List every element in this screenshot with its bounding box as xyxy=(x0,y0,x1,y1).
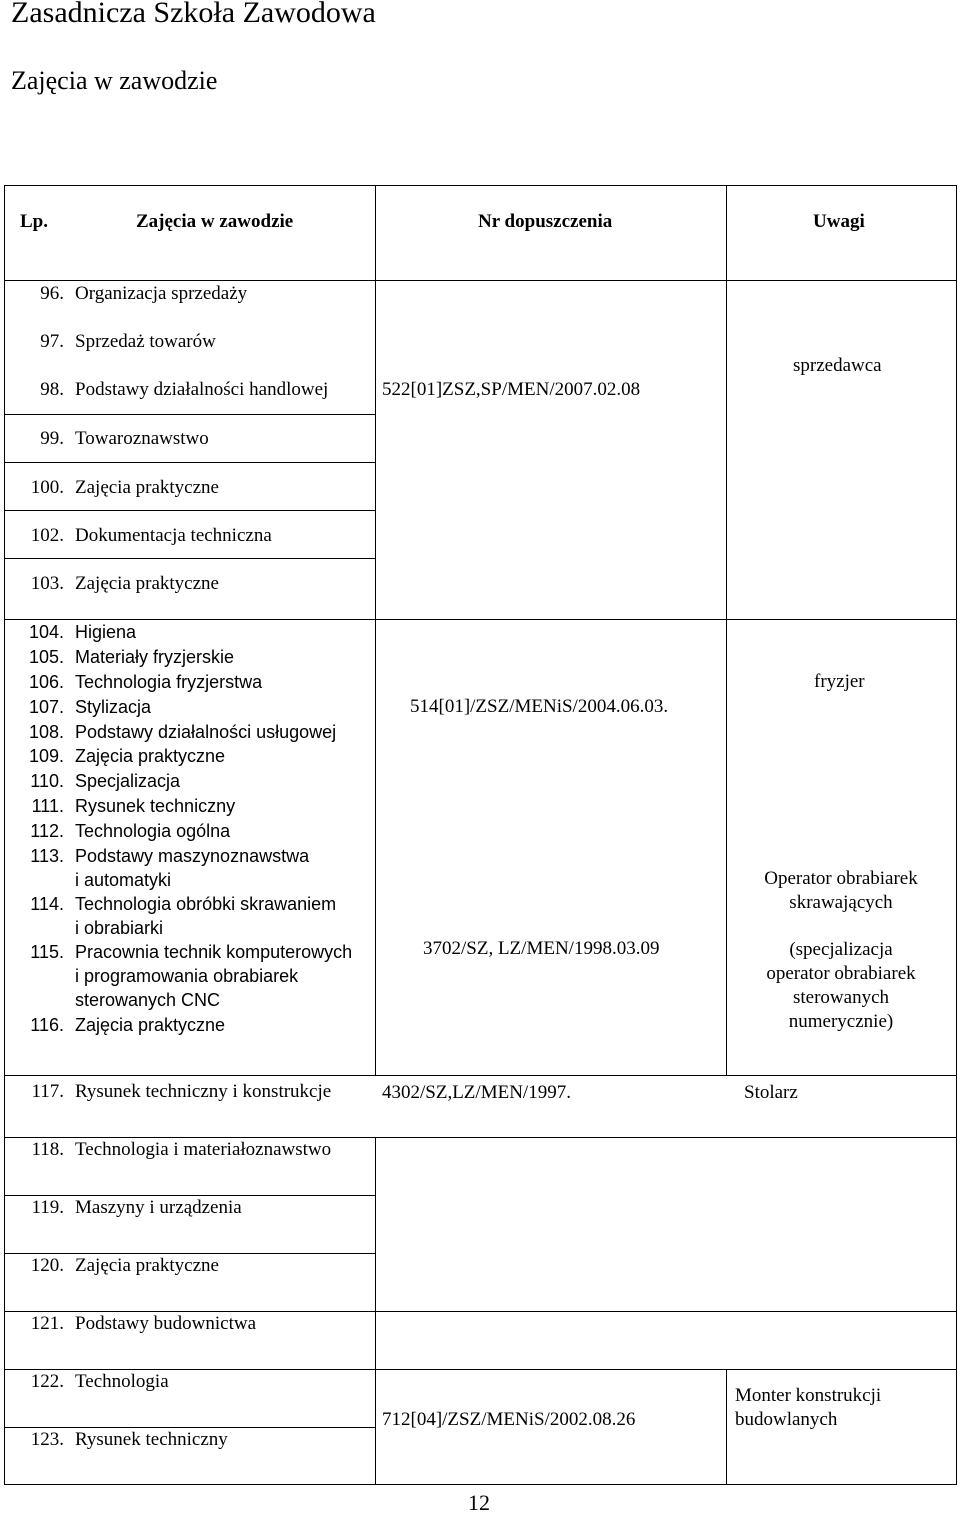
row-number: 116. xyxy=(30,1015,64,1035)
row-subject: Technologia ogólna xyxy=(75,821,231,841)
row-subject-continued: sterowanych CNC xyxy=(75,990,221,1010)
row-subject: Towaroznawstwo xyxy=(75,428,209,449)
row-number: 122. xyxy=(30,1371,64,1392)
row-number: 108. xyxy=(28,722,64,742)
document-title: Zasadnicza Szkoła Zawodowa xyxy=(11,0,376,29)
row-number: 120. xyxy=(30,1255,64,1276)
row-number: 103. xyxy=(30,573,64,594)
profession-note-line: operator obrabiarek xyxy=(766,963,916,984)
row-subject: Podstawy działalności usługowej xyxy=(75,722,337,742)
profession-note-line: skrawających xyxy=(789,892,893,913)
row-subject-continued: i programowania obrabiarek xyxy=(75,966,299,986)
row-subject: Podstawy działalności handlowej xyxy=(75,379,329,400)
header-notes: Uwagi xyxy=(813,211,865,232)
row-number: 100. xyxy=(30,477,64,498)
row-number: 118. xyxy=(31,1139,64,1160)
profession-note-line: sterowanych xyxy=(792,987,890,1008)
profession-note: fryzjer xyxy=(814,671,865,692)
header-approval: Nr dopuszczenia xyxy=(478,211,613,232)
row-number: 109. xyxy=(28,746,64,766)
page-number: 12 xyxy=(468,1490,490,1515)
approval-number: 514[01]/ZSZ/MENiS/2004.06.03. xyxy=(410,696,669,717)
header-lp: Lp. xyxy=(20,211,48,232)
row-number: 105. xyxy=(28,647,64,667)
row-subject: Maszyny i urządzenia xyxy=(75,1197,242,1218)
row-subject: Technologia xyxy=(75,1371,169,1392)
profession-note-line: Monter konstrukcji xyxy=(735,1385,882,1406)
row-subject: Zajęcia praktyczne xyxy=(75,746,226,766)
document-subtitle: Zajęcia w zawodzie xyxy=(11,66,218,95)
row-subject: Zajęcia praktyczne xyxy=(75,1255,219,1276)
row-number: 107. xyxy=(28,697,64,717)
row-number: 111. xyxy=(31,796,64,816)
row-number: 106. xyxy=(28,672,64,692)
row-number: 112. xyxy=(30,821,64,841)
row-subject-continued: i automatyki xyxy=(75,870,172,890)
row-number: 102. xyxy=(30,525,64,546)
profession-note-line: Operator obrabiarek xyxy=(764,868,918,889)
row-subject: Pracownia technik komputerowych xyxy=(75,942,353,962)
row-subject: Organizacja sprzedaży xyxy=(75,283,248,304)
row-number: 98. xyxy=(40,379,64,400)
profession-note-line: budowlanych xyxy=(735,1409,838,1430)
row-subject: Rysunek techniczny i konstrukcje xyxy=(75,1081,332,1102)
row-number: 99. xyxy=(40,428,64,449)
row-subject: Specjalizacja xyxy=(75,771,181,791)
row-number: 115. xyxy=(30,942,64,962)
row-subject: Rysunek techniczny xyxy=(75,1429,228,1450)
row-number: 113. xyxy=(30,846,64,866)
profession-note-line: (specjalizacja xyxy=(789,939,893,960)
approval-number: 4302/SZ,LZ/MEN/1997. xyxy=(382,1082,571,1103)
row-number: 110. xyxy=(30,771,64,791)
row-number: 119. xyxy=(31,1197,64,1218)
row-subject: Materiały fryzjerskie xyxy=(75,647,235,667)
row-number: 97. xyxy=(40,331,64,352)
header-subject: Zajęcia w zawodzie xyxy=(136,211,294,232)
row-number: 96. xyxy=(40,283,64,304)
row-subject: Stylizacja xyxy=(75,697,152,717)
row-subject: Zajęcia praktyczne xyxy=(75,477,219,498)
row-subject: Zajęcia praktyczne xyxy=(75,1015,226,1035)
row-subject: Technologia i materiałoznawstwo xyxy=(75,1139,332,1160)
profession-note: sprzedawca xyxy=(793,355,882,376)
profession-note-line: numerycznie) xyxy=(788,1011,894,1032)
profession-note: Stolarz xyxy=(744,1082,798,1103)
row-subject: Higiena xyxy=(75,622,137,642)
row-subject-continued: i obrabiarki xyxy=(75,918,164,938)
row-subject: Technologia fryzjerstwa xyxy=(75,672,263,692)
row-subject: Zajęcia praktyczne xyxy=(75,573,219,594)
row-number: 114. xyxy=(30,894,64,914)
row-number: 104. xyxy=(28,622,64,642)
row-subject: Rysunek techniczny xyxy=(75,796,236,816)
row-subject: Sprzedaż towarów xyxy=(75,331,216,352)
approval-number: 522[01]ZSZ,SP/MEN/2007.02.08 xyxy=(382,379,641,400)
approval-number: 3702/SZ, LZ/MEN/1998.03.09 xyxy=(423,938,660,959)
row-number: 117. xyxy=(31,1081,64,1102)
row-subject: Podstawy maszynoznawstwa xyxy=(75,846,310,866)
row-number: 121. xyxy=(30,1313,64,1334)
row-subject: Dokumentacja techniczna xyxy=(75,525,272,546)
row-number: 123. xyxy=(30,1429,64,1450)
row-subject: Podstawy budownictwa xyxy=(75,1313,257,1334)
row-subject: Technologia obróbki skrawaniem xyxy=(75,894,337,914)
approval-number: 712[04]/ZSZ/MENiS/2002.08.26 xyxy=(382,1409,636,1430)
